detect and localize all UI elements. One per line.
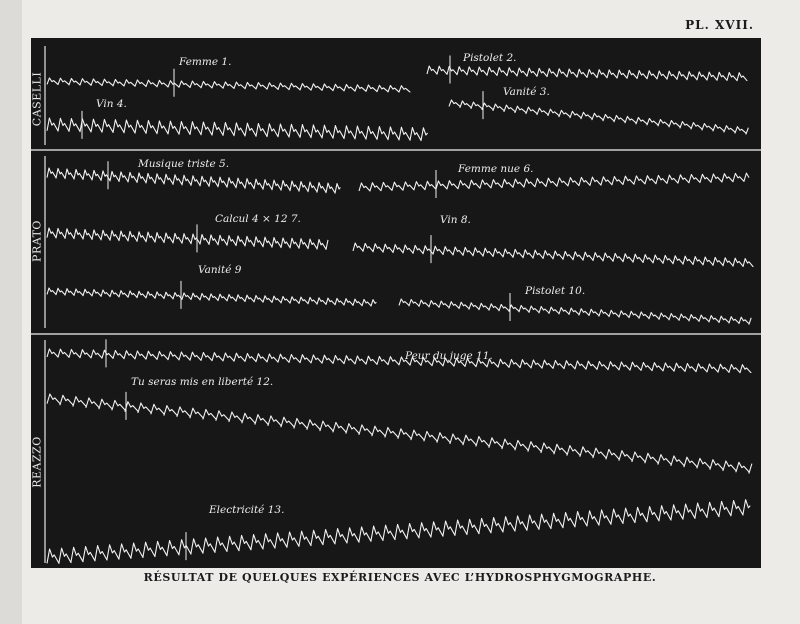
trace-pistolet-10 xyxy=(399,299,751,324)
figure-caption: RÉSULTAT DE QUELQUES EXPÉRIENCES AVEC L’HYDROSPHYGMOGRAPHE. xyxy=(143,571,657,584)
trace-calcul-7 xyxy=(47,228,328,250)
trace-label-femme-nue-6: Femme nue 6. xyxy=(458,163,534,175)
plate-number: PL. XVII. xyxy=(685,18,754,32)
trace-label-vanite-9: Vanité 9 xyxy=(198,264,242,276)
trace-femme-nue-6 xyxy=(359,173,749,191)
trace-electricite-13 xyxy=(47,500,750,564)
trace-vin-4 xyxy=(47,118,428,141)
trace-liberte-12 xyxy=(47,394,752,473)
page-edge xyxy=(0,0,22,624)
trace-pistolet-2 xyxy=(427,66,747,81)
trace-label-vanite-3: Vanité 3. xyxy=(503,86,550,98)
trace-label-electricite-13: Electricité 13. xyxy=(209,504,285,516)
trace-vin-8 xyxy=(353,243,753,267)
trace-label-vin-8: Vin 8. xyxy=(440,214,471,226)
trace-femme-1 xyxy=(47,78,410,92)
trace-vanite-3 xyxy=(449,100,748,134)
trace-label-vin-4: Vin 4. xyxy=(96,98,127,110)
trace-musique-triste-5 xyxy=(47,168,340,193)
trace-label-calcul-7: Calcul 4 × 12 7. xyxy=(215,213,301,225)
trace-vanite-9 xyxy=(47,288,376,306)
trace-label-pistolet-2: Pistolet 2. xyxy=(463,52,517,64)
trace-label-peur-du-juge-11: Peur du juge 11. xyxy=(405,350,493,362)
trace-label-femme-1: Femme 1. xyxy=(179,56,232,68)
figure-plate: CASELLI PRATO REAZZO Femme 1. Pistolet 2. Vin 4. Vanité 3. Musique triste 5. Femme nue 6. Calcul 4 × 12 7. Vin 8. Vanité 9 Pistolet 10. Peur du juge 11. Tu seras mis en liberté 12. Electricité 13. xyxy=(31,38,761,568)
pulse-traces xyxy=(31,38,761,568)
trace-label-musique-triste-5: Musique triste 5. xyxy=(138,158,230,170)
trace-peur-du-juge-11 xyxy=(47,349,751,373)
trace-label-liberte-12: Tu seras mis en liberté 12. xyxy=(131,376,274,388)
trace-label-pistolet-10: Pistolet 10. xyxy=(525,285,586,297)
